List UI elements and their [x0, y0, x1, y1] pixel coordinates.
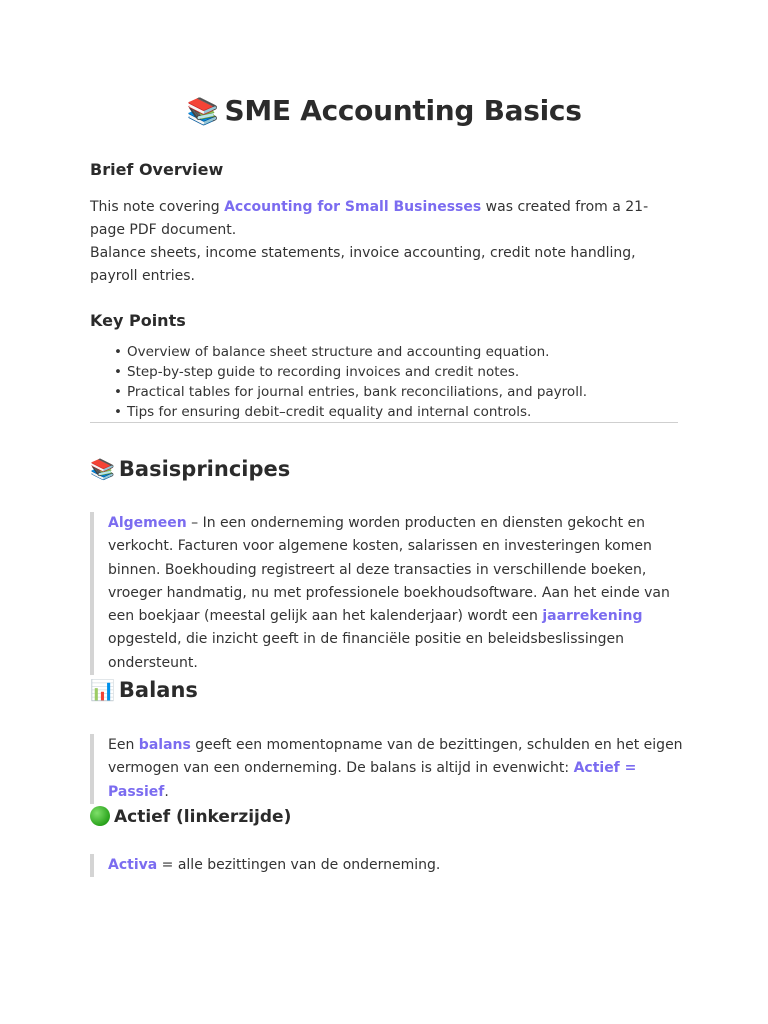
basisprincipes-text: – In een onderneming worden producten en diensten gekocht en verkocht. Facturen voor algemene kosten, salarissen en investeringen komen binnen. Boekhouding registreert al deze transacties in verschillende boeken, vroeger handmatig, nu met professionele boekhoudsoftware. Aan het einde van een boekjaar (meestal gelijk aan het kalenderjaar) wordt een [108, 515, 670, 625]
balans-text-3: . [164, 783, 169, 800]
balans-heading [90, 678, 198, 702]
actief-quote [90, 854, 692, 877]
books-icon: 📚 [186, 97, 219, 127]
overview-heading: Brief Overview [90, 160, 224, 179]
overview-text: This note covering [90, 199, 225, 215]
green-circle-icon [90, 806, 110, 826]
page-title [90, 94, 678, 127]
balans-heading-text: Balans [118, 678, 198, 702]
algemeen-term: Algemeen [108, 515, 187, 531]
books-icon: 📚 [90, 457, 115, 481]
section-divider [90, 422, 678, 423]
page-title-text: SME Accounting Basics [224, 94, 582, 127]
equation-term: Actief = Passief [108, 760, 637, 800]
balans-term: balans [138, 737, 191, 753]
list-item: • Step-by-step guide to recording invoices and credit notes. [90, 362, 678, 382]
basisprincipes-quote [90, 512, 692, 675]
activa-term: Activa [108, 857, 158, 873]
basisprincipes-text-2: opgesteld, die inzicht geeft in de financiële positie en beleidsbeslissingen ondersteunt. [108, 631, 624, 671]
actief-text: = alle bezittingen van de onderneming. [157, 857, 441, 873]
overview-paragraph [90, 196, 678, 288]
balans-text: Een [108, 737, 139, 753]
actief-heading-text: Actief (linkerzijde) [114, 807, 292, 827]
list-item: • Tips for ensuring debit–credit equality and internal controls. [90, 402, 678, 422]
key-points-heading: Key Points [90, 311, 186, 330]
list-item: • Practical tables for journal entries, bank reconciliations, and payroll. [90, 382, 678, 402]
source-link[interactable]: Accounting for Small Businesses [224, 199, 482, 215]
bar-chart-icon: 📊 [90, 678, 115, 702]
balans-text-2: geeft een momentopname van de bezittingen, schulden en het eigen vermogen van een onderneming. De balans is altijd in evenwicht: [108, 737, 683, 777]
list-item: • Overview of balance sheet structure and accounting equation. [90, 342, 678, 362]
overview-text-2: was created from a 21-page PDF document. [90, 199, 649, 238]
actief-heading [90, 806, 291, 827]
balans-quote [90, 734, 692, 804]
basisprincipes-heading-text: Basisprincipes [118, 457, 291, 481]
overview-summary: Balance sheets, income statements, invoice accounting, credit note handling, payroll entries. [90, 245, 636, 284]
jaarrekening-term: jaarrekening [542, 608, 643, 625]
basisprincipes-heading [90, 457, 290, 481]
key-points-list [90, 342, 678, 422]
